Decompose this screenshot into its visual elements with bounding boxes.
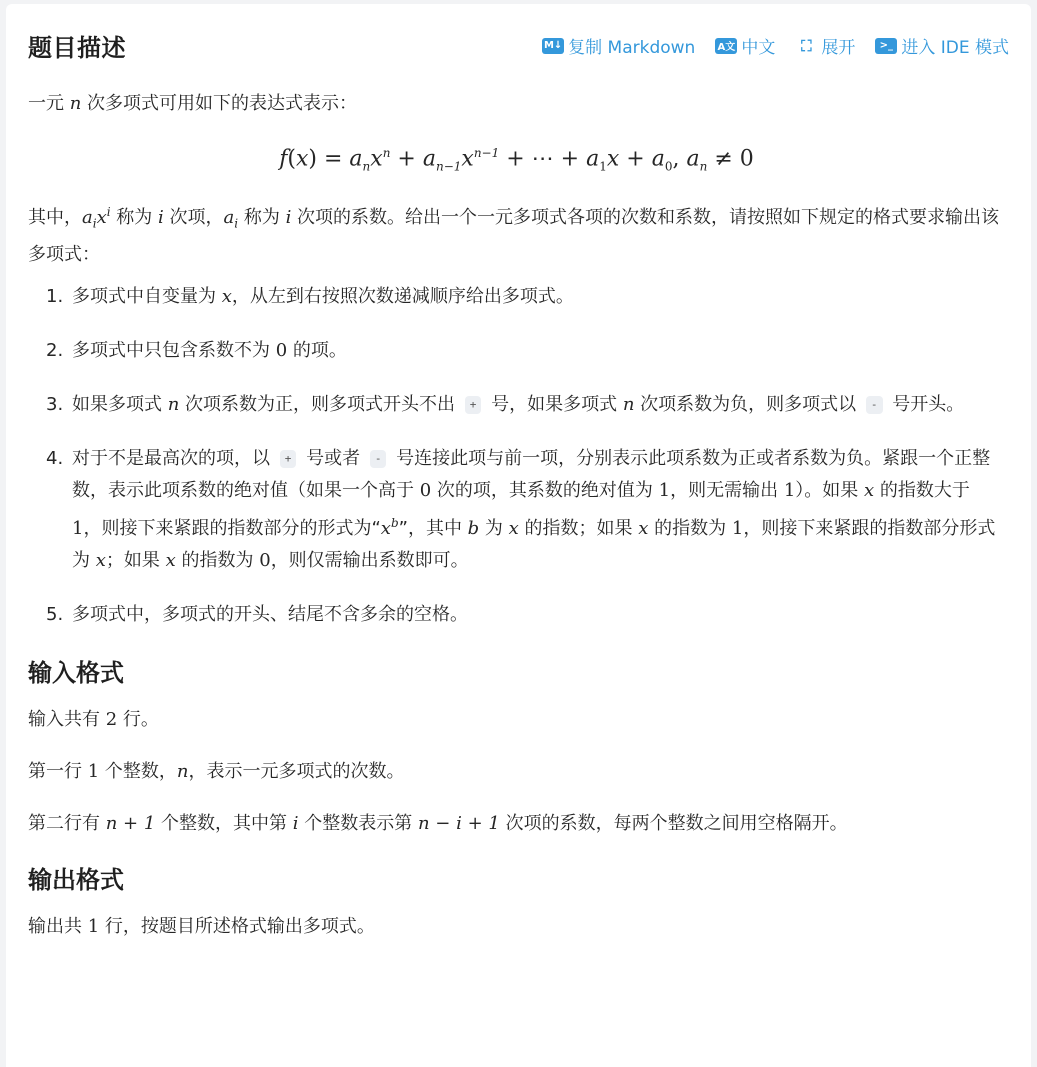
section-title-input: 输入格式 xyxy=(28,659,124,688)
language-button[interactable] xyxy=(715,33,775,58)
ide-mode-label: 进入 IDE 模式 xyxy=(901,38,1009,58)
description-intro: 一元 n 次多项式可用如下的表达式表示： xyxy=(28,93,358,114)
input-line-1: 输入共有 2 行。 xyxy=(28,709,159,731)
problem-header xyxy=(28,28,1009,63)
polynomial-formula: $f(x) = a_nx^n + a_{n-1}x^{n-1}$ + ⋯ + $a_1x + a_0$, $a_n \ne 0$ xyxy=(279,146,754,174)
plus-code-chip: + xyxy=(280,450,297,468)
markdown-icon: M↓ xyxy=(542,38,564,54)
description-terms: 其中，$a_ix^i$ 称为 i 次项，$a_i$ 称为 i 次项的系数。给出一个一元多项式各项的次数和系数，请按照如下规定的格式要求输出该多项式： xyxy=(28,204,1000,266)
ide-mode-button[interactable] xyxy=(875,33,1009,58)
expand-button[interactable] xyxy=(795,33,855,58)
plus-code-chip: + xyxy=(465,396,482,414)
format-rules-list xyxy=(46,281,1005,631)
section-title-description: 题目描述 xyxy=(28,34,126,62)
rule-item-2: 2. 多项式中只包含系数不为 0 的项。 xyxy=(46,340,347,362)
copy-markdown-label: 复制 Markdown xyxy=(568,38,696,58)
output-line-1: 输出共 1 行，按题目所述格式输出多项式。 xyxy=(28,916,375,938)
copy-markdown-button[interactable] xyxy=(542,33,695,58)
problem-content xyxy=(28,88,1005,943)
minus-code-chip: - xyxy=(370,450,387,468)
language-label: 中文 xyxy=(741,38,776,58)
terminal-icon: >_ xyxy=(875,38,897,54)
toolbar xyxy=(542,33,1009,58)
rule-item-3: 3. 如果多项式 n 次项系数为正，则多项式开头不出 + 号，如果多项式 n 次项系数为负，则多项式以 - 号开头。 xyxy=(46,394,965,416)
problem-card xyxy=(6,4,1031,1067)
minus-code-chip: - xyxy=(866,396,883,414)
rule-item-1: 1. 多项式中自变量为 x，从左到右按照次数递减顺序给出多项式。 xyxy=(46,286,574,308)
section-title-output: 输出格式 xyxy=(28,866,124,895)
input-line-3: 第二行有 n + 1 个整数，其中第 i 个整数表示第 n − i + 1 次项的系数，每两个整数之间用空格隔开。 xyxy=(28,813,848,835)
input-line-2: 第一行 1 个整数，n，表示一元多项式的次数。 xyxy=(28,761,405,783)
expand-label: 展开 xyxy=(821,38,856,58)
rule-item-4: 4. 对于不是最高次的项，以 + 号或者 - 号连接此项与前一项，分别表示此项系数为正或者系数为负。紧跟一个正整数，表示此项系数的绝对值（如果一个高于 0 次的项，其系数的绝对值为 1，则无需输出 1）。如果 x 的指数大于 1，则接下来紧跟的指数部分的形式为“$x^b$”，其中 b 为 x 的指数；如果 x 的指数为 1，则接下来紧跟的指数部分形式为 x；如果 x 的指数为 0，则仅需输出系数即可。 xyxy=(46,448,996,572)
rule-item-5: 5. 多项式中，多项式的开头、结尾不含多余的空格。 xyxy=(46,604,468,626)
translate-icon: A文 xyxy=(715,38,737,54)
expand-icon: ⛶ xyxy=(801,36,812,55)
